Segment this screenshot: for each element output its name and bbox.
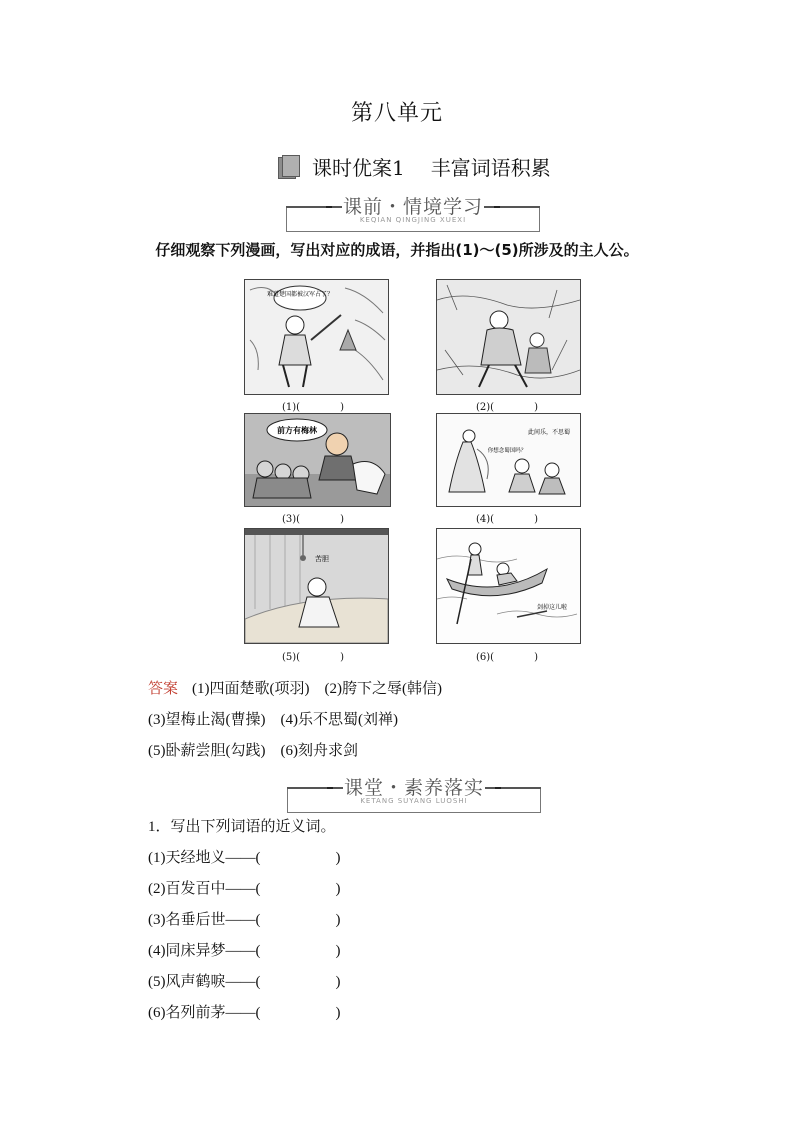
- comic-panel-1: [244, 279, 389, 395]
- answer-line-2: (3)望梅止渴(曹操) (4)乐不思蜀(刘禅): [148, 712, 398, 728]
- lesson-title: 课时优案1: [312, 156, 405, 180]
- question-item-2: (2)百发百中——( ): [148, 881, 341, 897]
- lesson-subtitle: 丰富词语积累: [430, 156, 551, 180]
- answer-key-label: 答案: [148, 681, 179, 697]
- question-item-1: (1)天经地义——( ): [148, 850, 341, 866]
- comic-2-caption: (2)( ): [476, 402, 538, 413]
- comic-4-bubble-text: 此间乐，不思蜀: [527, 429, 571, 436]
- question-prompt: 1．写出下列词语的近义词。: [148, 819, 336, 835]
- comic-6-bubble-text: 剑掉这儿啦: [537, 604, 568, 611]
- comic-5-bubble-text: 苦胆: [315, 555, 329, 563]
- unit-title: 第八单元: [350, 101, 443, 126]
- answer-text-1: (1)四面楚歌(项羽) (2)胯下之辱(韩信): [192, 681, 442, 697]
- comic-3-bubble-text: 前方有梅林: [277, 426, 317, 435]
- comic-4-caption: (4)( ): [476, 514, 538, 525]
- comic-panel-5: [244, 528, 389, 644]
- answer-line-3: (5)卧薪尝胆(勾践) (6)刻舟求剑: [148, 743, 358, 759]
- instruction-text: 仔细观察下列漫画，写出对应的成语，并指出(1)～(5)所涉及的主人公。: [155, 241, 639, 259]
- comic-3-caption: (3)( ): [282, 514, 344, 525]
- answer-line-1: [148, 677, 442, 698]
- comic-1-caption: (1)( ): [282, 402, 344, 413]
- comic-5-caption: (5)( ): [282, 652, 344, 663]
- banner-title: 课前・情境学习: [342, 196, 483, 218]
- section-banner-before-class: [286, 192, 540, 232]
- banner-subtitle: KEQIAN QINGJING XUEXI: [359, 216, 467, 224]
- comic-1-bubble-text: 难道楚国都被汉军占了？: [266, 291, 334, 298]
- comic-6-caption: (6)( ): [476, 652, 538, 663]
- section-banner-in-class: [287, 773, 541, 813]
- banner-subtitle: KETANG SUYANG LUOSHI: [360, 797, 468, 805]
- question-item-3: (3)名垂后世——( ): [148, 912, 341, 928]
- comic-panel-2: [436, 279, 581, 395]
- comic-panel-4: [436, 413, 581, 507]
- question-item-5: (5)风声鹤唳——( ): [148, 974, 341, 990]
- comic-panel-3: [244, 413, 391, 507]
- comic-4-bubble2-text: 你想念蜀国吗？: [487, 448, 527, 454]
- comic-panel-6: [436, 528, 581, 644]
- lesson-heading: [278, 152, 551, 181]
- question-item-4: (4)同床异梦——( ): [148, 943, 341, 959]
- question-item-6: (6)名列前茅——( ): [148, 1005, 341, 1021]
- book-icon: [278, 155, 300, 179]
- banner-title: 课堂・素养落实: [343, 777, 484, 799]
